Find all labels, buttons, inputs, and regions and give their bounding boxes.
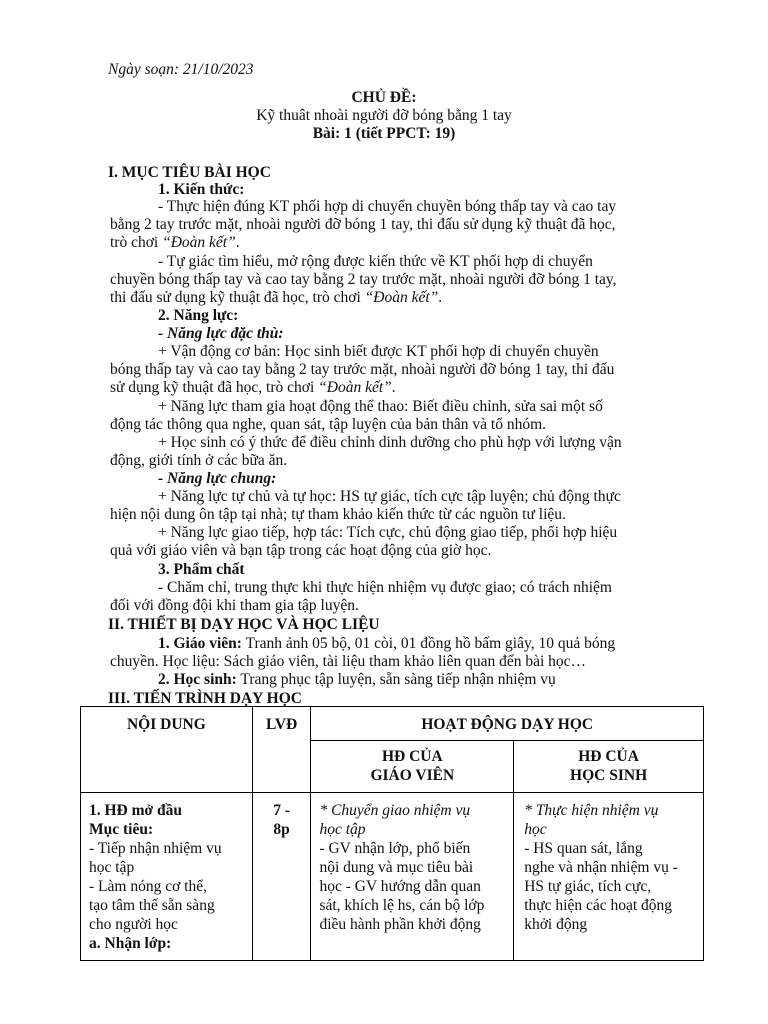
lesson-plan-table bbox=[80, 706, 704, 961]
competence-line: sử dụng kỹ thuật đã học, trò chơi “Đoàn kết”. bbox=[110, 379, 396, 396]
header-teacher-cell: HĐ CỦA GIÁO VIÊN bbox=[311, 741, 514, 793]
row1-content-cell: 1. HĐ mở đầu Mục tiêu: - Tiếp nhận nhiệm vụ học tập - Làm nóng cơ thể, tạo tâm thế sẵn sàng cho người học a. Nhận lớp: bbox=[81, 793, 253, 961]
student-equipment: 2. Học sinh: Trang phục tập luyện, sẵn sàng tiếp nhận nhiệm vụ bbox=[158, 671, 556, 688]
section-1-title: I. MỤC TIÊU BÀI HỌC bbox=[108, 164, 271, 181]
knowledge-line: thi đấu sử dụng kỹ thuật đã học, trò chơi “Đoàn kết”. bbox=[110, 289, 443, 306]
quality-line: đối với đồng đội khi tham gia tập luyện. bbox=[110, 597, 359, 614]
section-2-title: II. THIẾT BỊ DẠY HỌC VÀ HỌC LIỆU bbox=[108, 616, 380, 633]
preparation-date: Ngày soạn: 21/10/2023 bbox=[108, 61, 254, 78]
knowledge-line: - Tự giác tìm hiểu, mở rộng được kiến thức về KT phối hợp di chuyển bbox=[158, 253, 593, 270]
knowledge-line: trò chơi “Đoàn kết”. bbox=[110, 234, 240, 251]
knowledge-line: chuyền bóng thấp tay và cao tay bằng 2 tay trước mặt, nhoài người đỡ bóng 1 tay, bbox=[110, 271, 617, 288]
competence-line: + Năng lực tham gia hoạt động thể thao: Biết điều chỉnh, sửa sai một số bbox=[158, 398, 603, 415]
row1-student-cell: * Thực hiện nhiệm vụ học - HS quan sát, lắng nghe và nhận nhiệm vụ - HS tự giác, tích cực, thực hiện các hoạt động khởi động bbox=[514, 793, 704, 961]
topic-title: Kỹ thuât nhoài người đỡ bóng bằng 1 tay bbox=[256, 107, 512, 124]
general-competence-line: + Năng lực giao tiếp, hợp tác: Tích cực, chủ động giao tiếp, phối hợp hiệu bbox=[158, 524, 618, 541]
competence-line: bóng thấp tay và cao tay bằng 2 tay trước mặt, nhoài người đỡ bóng 1 tay, thi đấu bbox=[110, 361, 615, 378]
competence-line: động, giới tính ở các bữa ăn. bbox=[110, 452, 288, 469]
header-content-cell: NỘI DUNG bbox=[81, 707, 253, 793]
header-lvd-cell: LVĐ bbox=[252, 707, 311, 793]
row1-teacher-cell: * Chuyển giao nhiệm vụ học tập - GV nhận lớp, phổ biến nội dung và mục tiêu bài học - GV hướng dẫn quan sát, khích lệ hs, cán bộ lớp điều hành phần khởi động bbox=[311, 793, 514, 961]
header-activity-cell: HOẠT ĐỘNG DẠY HỌC bbox=[311, 707, 704, 741]
specific-competence-heading: - Năng lực đặc thù: bbox=[158, 325, 284, 342]
quality-line: - Chăm chỉ, trung thực khi thực hiện nhiệm vụ được giao; có trách nhiệm bbox=[158, 579, 612, 596]
general-competence-heading: - Năng lực chung: bbox=[158, 470, 277, 487]
general-competence-line: quả với giáo viên và bạn tập trong các hoạt động của giờ học. bbox=[110, 542, 492, 559]
competence-line: + Học sinh có ý thức để điều chỉnh dinh dưỡng cho phù hợp với lượng vận bbox=[158, 434, 622, 451]
teacher-equipment: 1. Giáo viên: Tranh ảnh 05 bộ, 01 còi, 01 đồng hồ bấm giây, 10 quả bóng bbox=[158, 635, 616, 652]
general-competence-line: + Năng lực tự chủ và tự học: HS tự giác, tích cực tập luyện; chủ động thực bbox=[158, 488, 621, 505]
teacher-equipment-cont: chuyền. Học liệu: Sách giáo viên, tài liệu tham khảo liên quan đến bài học… bbox=[110, 653, 587, 670]
knowledge-line: - Thực hiện đúng KT phối hợp di chuyển chuyền bóng thấp tay và cao tay bbox=[158, 198, 617, 215]
topic-label: CHỦ ĐỀ: bbox=[351, 89, 417, 106]
knowledge-line: bằng 2 tay trước mặt, nhoài người đỡ bóng 1 tay, thi đấu sử dụng kỹ thuật đã học, bbox=[110, 216, 616, 233]
section-3-title: III. TIẾN TRÌNH DẠY HỌC bbox=[108, 690, 302, 707]
competence-heading: 2. Năng lực: bbox=[158, 307, 239, 324]
general-competence-line: hiện nội dung ôn tập tại nhà; tự tham khảo kiến thức từ các nguồn tư liệu. bbox=[110, 506, 566, 523]
lesson-title: Bài: 1 (tiết PPCT: 19) bbox=[312, 125, 456, 142]
competence-line: động tác thông qua nghe, quan sát, tập luyện của bản thân và tổ nhóm. bbox=[110, 416, 547, 433]
quality-heading: 3. Phẩm chất bbox=[158, 561, 245, 578]
knowledge-heading: 1. Kiến thức: bbox=[158, 181, 245, 198]
competence-line: + Vận động cơ bản: Học sinh biết được KT phối hợp di chuyển chuyền bbox=[158, 343, 599, 360]
header-student-cell: HĐ CỦA HỌC SINH bbox=[514, 741, 704, 793]
row1-lvd-cell: 7 - 8p bbox=[252, 793, 311, 961]
